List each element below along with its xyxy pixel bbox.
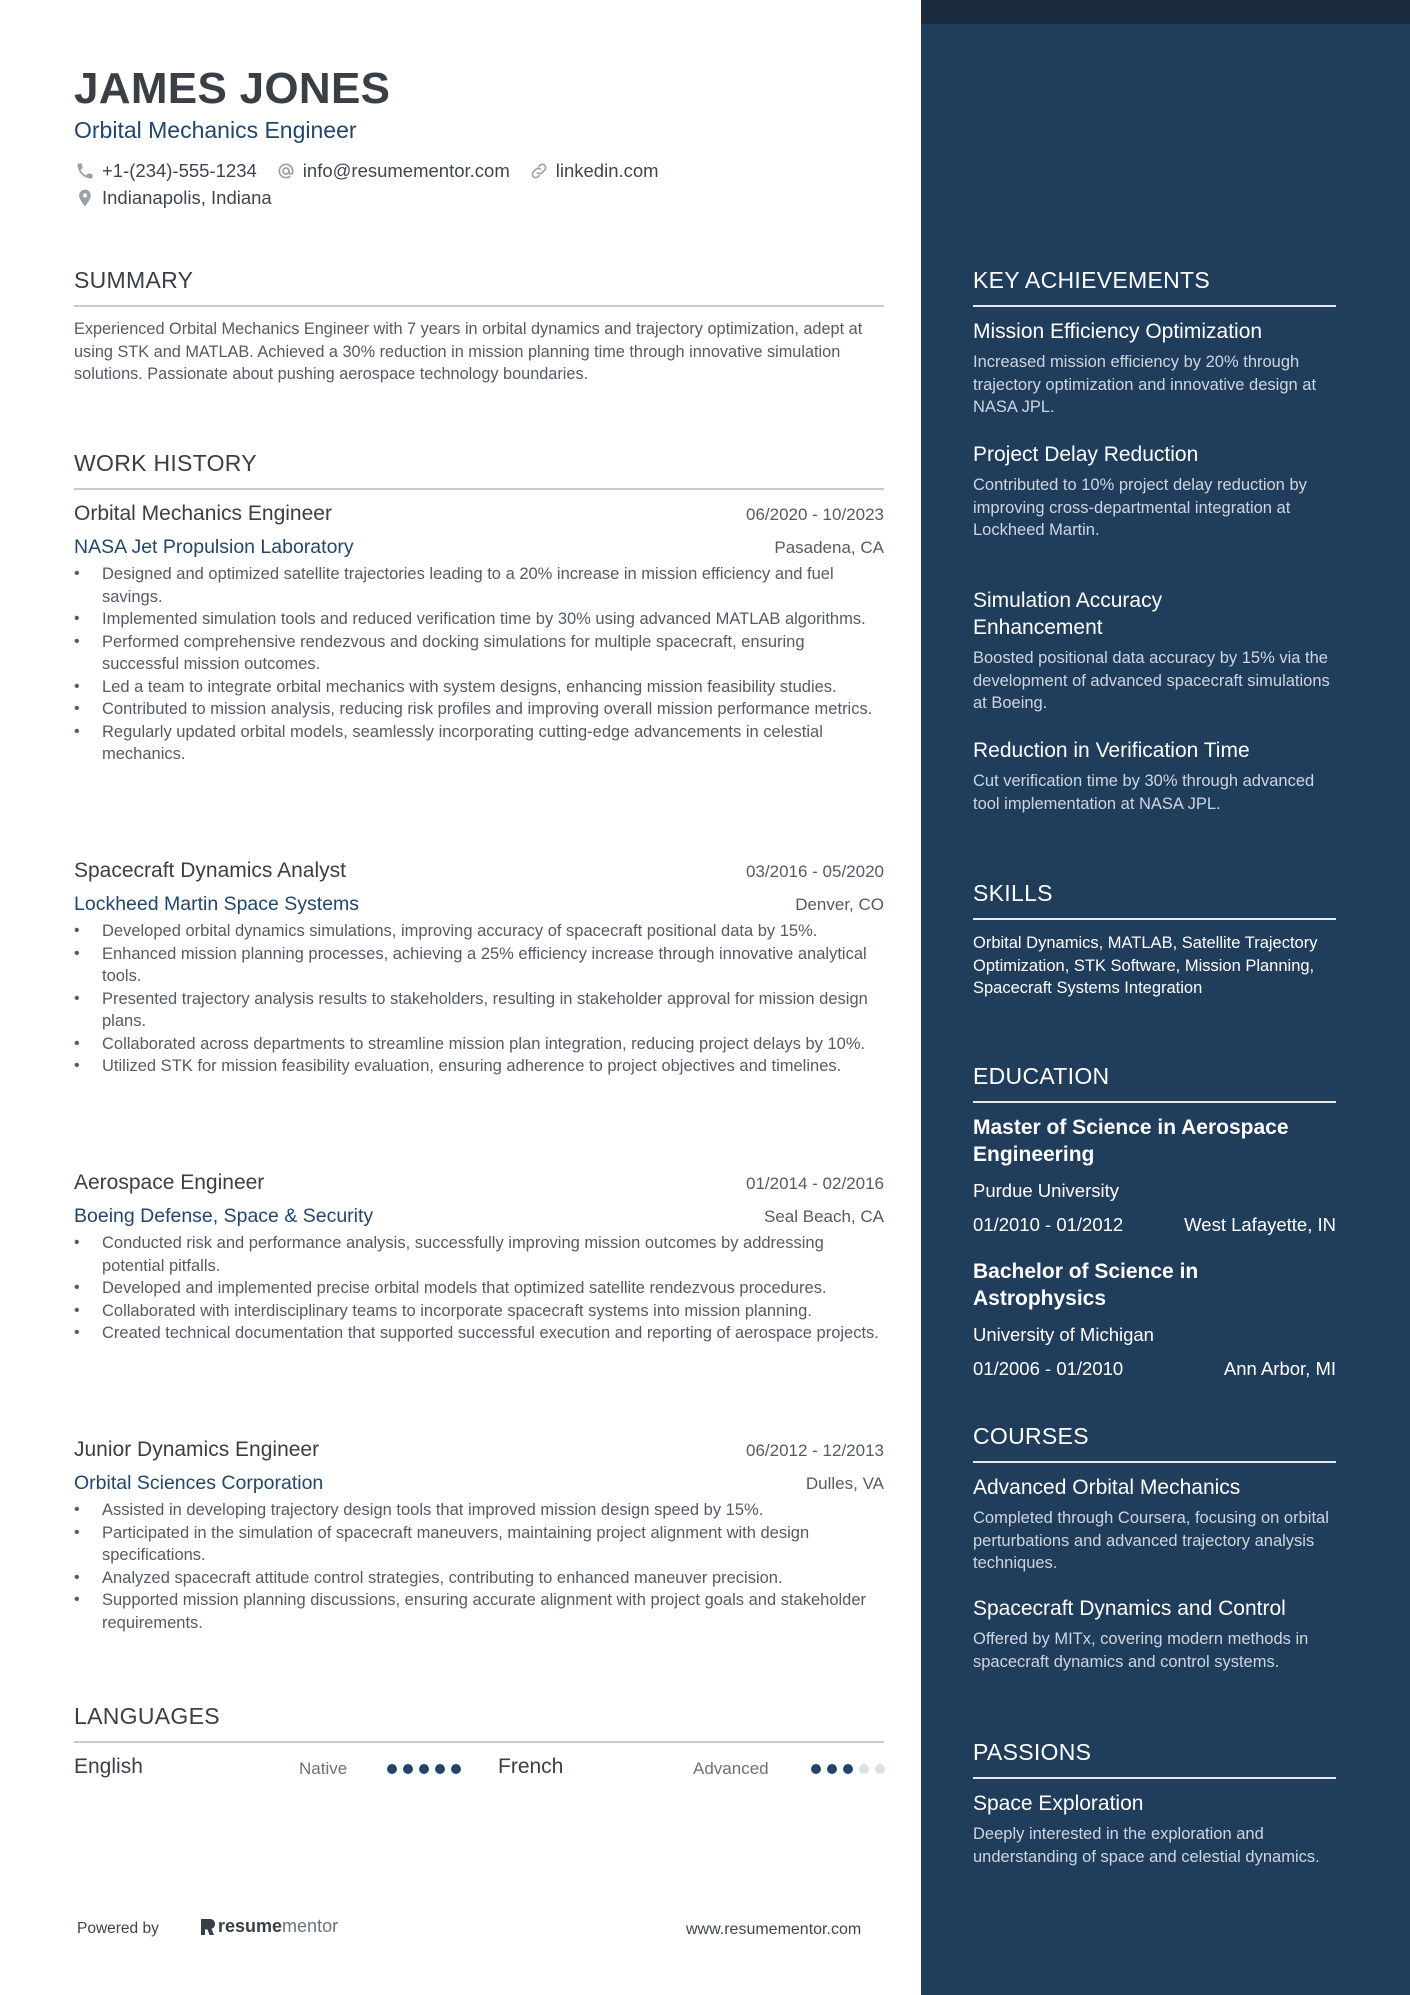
passion-text: Deeply interested in the exploration and understanding of space and celestial dynamics. (973, 1825, 1320, 1866)
job-location: Denver, CO (795, 895, 884, 914)
course-text: Offered by MITx, covering modern methods in spacecraft dynamics and control systems. (973, 1630, 1309, 1671)
education-item (973, 1258, 1336, 1380)
job-dates: 01/2014 - 02/2016 (745, 1174, 884, 1193)
course-title: Advanced Orbital Mechanics (973, 1476, 1241, 1499)
job-bullet: • Collaborated with interdisciplinary teams to incorporate spacecraft systems into mission planning. (74, 1300, 884, 1323)
achievements-divider (973, 305, 1336, 307)
rating-dot-filled (419, 1764, 429, 1774)
achievement-text: Contributed to 10% project delay reduction by improving cross-departmental integration at Lockheed Martin. (973, 476, 1307, 539)
courses-divider (973, 1461, 1336, 1463)
summary-divider (74, 305, 884, 307)
language-rating (811, 1764, 891, 1774)
education-school: Purdue University (973, 1180, 1120, 1201)
powered-by-label: Powered by (77, 1920, 159, 1937)
job-entry (74, 1171, 884, 1345)
sidebar-top-bar (921, 0, 1410, 24)
job-title: Orbital Mechanics Engineer (74, 502, 332, 525)
summary-text: Experienced Orbital Mechanics Engineer with 7 years in orbital dynamics and trajectory optimization, adept at using STK and MATLAB. Achieved a 30% reduction in mission planning time through innovative simulation solutions. Passionate about pushing aerospace technology boundaries. (74, 320, 863, 383)
job-dates: 06/2020 - 10/2023 (745, 505, 884, 524)
passions-heading: PASSIONS (973, 1739, 1092, 1765)
languages-list (74, 1755, 884, 1785)
contact-phone[interactable] (74, 160, 257, 182)
achievement-item (973, 441, 1336, 542)
achievement-title: Project Delay Reduction (973, 443, 1199, 466)
achievement-text: Increased mission efficiency by 20% through trajectory optimization and innovative design at NASA JPL. (973, 353, 1317, 416)
language-level: Native (299, 1759, 348, 1778)
education-dates: 01/2010 - 01/2012 (973, 1214, 1124, 1235)
rating-dot-filled (435, 1764, 445, 1774)
contact-linkedin[interactable] (528, 160, 659, 182)
course-title: Spacecraft Dynamics and Control (973, 1597, 1286, 1620)
achievement-item (973, 737, 1336, 815)
rating-dot-filled (387, 1764, 397, 1774)
job-bullet: • Participated in the simulation of spacecraft maneuvers, maintaining project alignment with design specifications. (74, 1522, 884, 1567)
candidate-name: JAMES JONES (74, 64, 391, 113)
job-bullet: • Implemented simulation tools and reduced verification time by 30% using advanced MATLAB algorithms. (74, 608, 884, 631)
education-location: West Lafayette, IN (1184, 1214, 1336, 1235)
achievement-title: Simulation Accuracy Enhancement (973, 589, 1163, 639)
education-location: Ann Arbor, MI (1223, 1358, 1336, 1379)
achievement-title: Reduction in Verification Time (973, 739, 1250, 762)
job-company: NASA Jet Propulsion Laboratory (74, 536, 354, 558)
link-icon (528, 160, 550, 182)
work-history-divider (74, 488, 884, 490)
rating-dot-filled (843, 1764, 853, 1774)
email-text: info@resumementor.com (302, 160, 510, 181)
footer-url[interactable]: www.resumementor.com (686, 1921, 862, 1938)
job-bullet: • Conducted risk and performance analysis, successfully improving mission outcomes by addressing potential pitfalls. (74, 1232, 884, 1277)
job-location: Seal Beach, CA (763, 1207, 884, 1226)
job-bullet: • Assisted in developing trajectory design tools that improved mission design speed by 15%. (74, 1499, 884, 1522)
job-dates: 03/2016 - 05/2020 (745, 862, 884, 881)
logo-text-bold: resume (218, 1916, 283, 1936)
language-name: English (74, 1755, 143, 1778)
job-bullet: • Regularly updated orbital models, seamlessly incorporating cutting-edge advancements in celestial mechanics. (74, 721, 884, 766)
main-column (74, 0, 884, 1995)
achievement-item (973, 587, 1336, 715)
language-name: French (498, 1755, 564, 1778)
language-rating (387, 1764, 467, 1774)
job-company: Boeing Defense, Space & Security (74, 1205, 374, 1227)
job-bullet: • Contributed to mission analysis, reducing risk profiles and improving overall mission performance metrics. (74, 698, 884, 721)
job-title: Aerospace Engineer (74, 1171, 265, 1194)
achievement-text: Boosted positional data accuracy by 15% via the development of advanced spacecraft simulations at Boeing. (973, 649, 1330, 712)
rating-dot-empty (875, 1764, 885, 1774)
contact-location-line (74, 187, 290, 209)
job-bullet: • Performed comprehensive rendezvous and docking simulations for multiple spacecraft, ensuring successful mission outcomes. (74, 631, 884, 676)
job-bullets (74, 563, 884, 766)
job-location: Pasadena, CA (774, 538, 884, 557)
rating-dot-empty (859, 1764, 869, 1774)
resumementor-logo[interactable] (198, 1916, 338, 1937)
job-bullet: • Collaborated across departments to streamline mission plan integration, reducing project delays by 10%. (74, 1033, 884, 1056)
job-bullets (74, 920, 884, 1078)
candidate-title: Orbital Mechanics Engineer (74, 117, 357, 143)
course-item (973, 1595, 1336, 1673)
work-history-heading: WORK HISTORY (74, 450, 257, 476)
location-pin-icon (74, 187, 96, 209)
job-bullet: • Presented trajectory analysis results to stakeholders, resulting in stakeholder approval for mission design plans. (74, 988, 884, 1033)
rating-dot-filled (451, 1764, 461, 1774)
course-text: Completed through Coursera, focusing on orbital perturbations and advanced trajectory analysis techniques. (973, 1509, 1329, 1572)
achievement-item (973, 318, 1336, 419)
job-bullet: • Supported mission planning discussions, ensuring accurate alignment with project goals and stakeholder requirements. (74, 1589, 884, 1634)
contact-line (74, 160, 677, 182)
language-level: Advanced (693, 1759, 769, 1778)
achievement-title: Mission Efficiency Optimization (973, 320, 1263, 343)
job-bullet: • Led a team to integrate orbital mechanics with system designs, enhancing mission feasibility studies. (74, 676, 884, 699)
job-bullets (74, 1499, 884, 1634)
rating-dot-filled (827, 1764, 837, 1774)
achievement-text: Cut verification time by 30% through advanced tool implementation at NASA JPL. (973, 772, 1315, 813)
rating-dot-filled (811, 1764, 821, 1774)
job-bullet: • Enhanced mission planning processes, achieving a 25% efficiency increase through innovative analytical tools. (74, 943, 884, 988)
job-bullet: • Designed and optimized satellite trajectories leading to a 20% increase in mission efficiency and fuel savings. (74, 563, 884, 608)
job-entry (74, 859, 884, 1078)
education-item (973, 1114, 1336, 1236)
job-location: Dulles, VA (805, 1474, 884, 1493)
education-heading: EDUCATION (973, 1063, 1110, 1089)
education-dates: 01/2006 - 01/2010 (973, 1358, 1124, 1379)
skills-text: Orbital Dynamics, MATLAB, Satellite Trajectory Optimization, STK Software, Mission Planning, Spacecraft Systems Integration (973, 934, 1318, 997)
job-entry (74, 502, 884, 766)
rating-dot-filled (403, 1764, 413, 1774)
logo-text-light: mentor (282, 1916, 339, 1936)
job-bullet: • Created technical documentation that supported successful execution and reporting of aerospace projects. (74, 1322, 884, 1345)
job-entry (74, 1438, 884, 1634)
achievements-heading: KEY ACHIEVEMENTS (973, 267, 1211, 293)
passions-divider (973, 1777, 1336, 1779)
job-bullet: • Developed orbital dynamics simulations, improving accuracy of spacecraft positional data by 15%. (74, 920, 884, 943)
contact-location (74, 187, 272, 209)
course-item (973, 1474, 1336, 1575)
contact-email[interactable] (275, 160, 510, 182)
job-title: Junior Dynamics Engineer (74, 1438, 320, 1461)
resumementor-logo-icon (198, 1917, 218, 1937)
job-title: Spacecraft Dynamics Analyst (74, 859, 346, 882)
job-bullet: • Developed and implemented precise orbital models that optimized satellite rendezvous procedures. (74, 1277, 884, 1300)
at-icon (275, 160, 297, 182)
job-company: Lockheed Martin Space Systems (74, 893, 360, 915)
courses-heading: COURSES (973, 1423, 1089, 1449)
education-degree: Master of Science in Aerospace Engineering (973, 1116, 1289, 1166)
job-bullet: • Utilized STK for mission feasibility evaluation, ensuring adherence to project objectives and timelines. (74, 1055, 884, 1078)
education-school: University of Michigan (973, 1324, 1154, 1345)
linkedin-text: linkedin.com (555, 160, 659, 181)
location-text: Indianapolis, Indiana (102, 187, 272, 208)
phone-text: +1-(234)-555-1234 (102, 160, 257, 181)
skills-heading: SKILLS (973, 880, 1053, 906)
languages-divider (74, 1741, 884, 1743)
education-divider (973, 1101, 1336, 1103)
phone-icon (74, 160, 96, 182)
skills-divider (973, 918, 1336, 920)
job-company: Orbital Sciences Corporation (74, 1472, 324, 1494)
job-bullets (74, 1232, 884, 1345)
languages-heading: LANGUAGES (74, 1703, 220, 1729)
job-dates: 06/2012 - 12/2013 (745, 1441, 884, 1460)
passion-title: Space Exploration (973, 1792, 1144, 1815)
passion-item (973, 1790, 1336, 1868)
sidebar (921, 0, 1410, 1995)
education-degree: Bachelor of Science in Astrophysics (973, 1260, 1199, 1310)
job-bullet: • Analyzed spacecraft attitude control strategies, contributing to enhanced maneuver precision. (74, 1567, 884, 1590)
summary-heading: SUMMARY (74, 267, 194, 293)
